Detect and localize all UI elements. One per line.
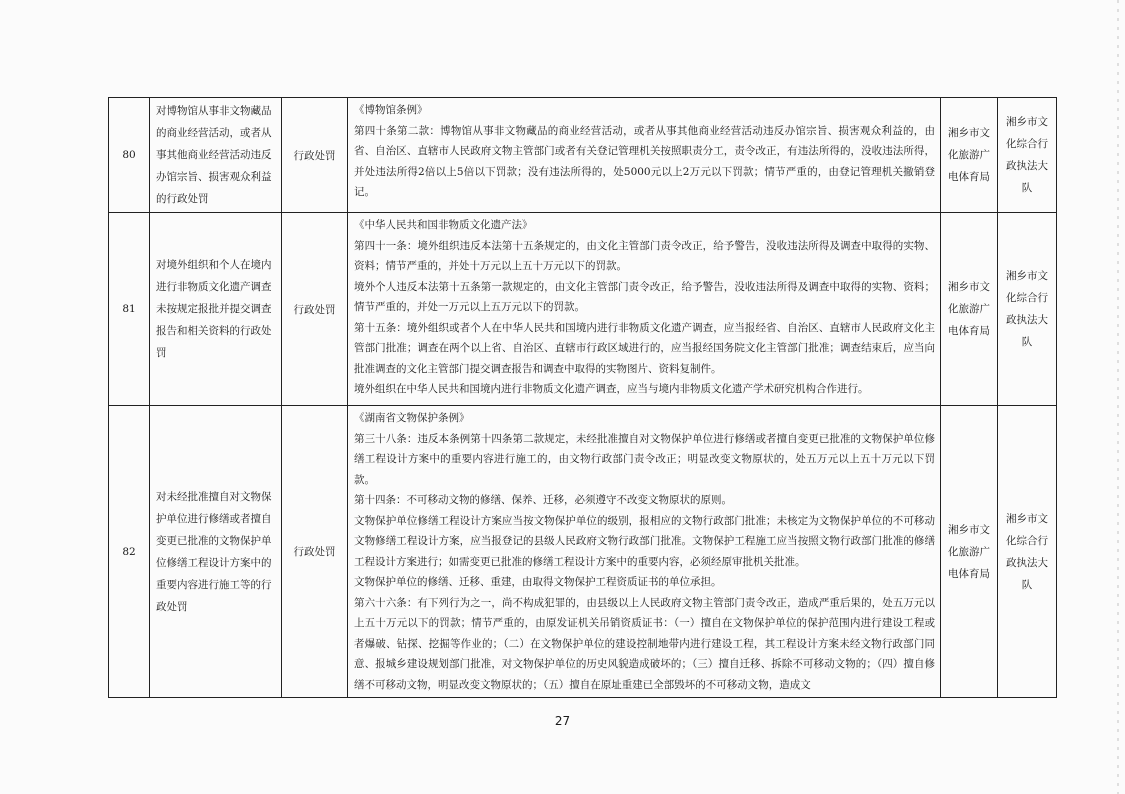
enforcement-unit: 湘乡市文化综合行政执法大队 — [998, 213, 1057, 406]
basis-paragraph: 第十五条：境外组织或者个人在中华人民共和国境内进行非物质文化遗产调查，应当报经省、自治区、直辖市人民政府文化主管部门批准；调查在两个以上省、自治区、直辖市行政区域进行的，应当报经国务院文化主管部门批准；调查结束后，应当向批准调查的文化主管部门提交调查报告和调查中取得的实物图片、资料复制件。 — [354, 321, 935, 375]
basis-paragraph: 《博物馆条例》 — [354, 104, 428, 116]
basis-paragraph: 文物保护单位的修缮、迁移、重建，由取得文物保护工程资质证书的单位承担。 — [354, 576, 722, 588]
responsible-department: 湘乡市文化旅游广电体育局 — [941, 213, 998, 406]
item-name: 对境外组织和个人在境内进行非物质文化遗产调查未按规定报批并提交调查报告和相关资料的行政处罚 — [150, 213, 282, 406]
table-row — [109, 98, 1057, 213]
basis-paragraph: 第四十一条：境外组织违反本法第十五条规定的，由文化主管部门责令改正，给予警告，没收违法所得及调查中取得的实物、资料；情节严重的，并处十万元以上五十万元以下的罚款。 — [354, 239, 935, 272]
item-name: 对博物馆从事非文物藏品的商业经营活动，或者从事其他商业经营活动违反办馆宗旨、损害观众利益的行政处罚 — [150, 98, 282, 213]
legal-basis — [348, 406, 941, 698]
item-type: 行政处罚 — [282, 98, 348, 213]
item-name: 对未经批准擅自对文物保护单位进行修缮或者擅自变更已批准的文物保护单位修缮工程设计方案中的重要内容进行施工等的行政处罚 — [150, 406, 282, 698]
basis-paragraph: 《中华人民共和国非物质文化遗产法》 — [354, 219, 533, 231]
basis-paragraph: 第十四条：不可移动文物的修缮、保养、迁移，必须遵守不改变文物原状的原则。 — [354, 494, 732, 506]
basis-paragraph: 境外组织在中华人民共和国境内进行非物质文化遗产调查，应当与境内非物质文化遗产学术研究机构合作进行。 — [354, 383, 869, 395]
enforcement-unit: 湘乡市文化综合行政执法大队 — [998, 98, 1057, 213]
legal-basis — [348, 98, 941, 213]
item-type: 行政处罚 — [282, 406, 348, 698]
responsible-department: 湘乡市文化旅游广电体育局 — [941, 406, 998, 698]
basis-paragraph: 文物保护单位修缮工程设计方案应当按文物保护单位的级别，报相应的文物行政部门批准；未核定为文物保护单位的不可移动文物修缮工程设计方案，应当报登记的县级人民政府文物行政部门批准。文物保护工程施工应当按照文物行政部门批准的修缮工程设计方案进行；如需变更已批准的修缮工程设计方案中的重要内容，必须经原审批机关批准。 — [354, 514, 935, 568]
basis-paragraph: 境外个人违反本法第十五条第一款规定的，由文化主管部门责令改正，给予警告，没收违法所得及调查中取得的实物、资料；情节严重的，并处一万元以上五万元以下的罚款。 — [354, 280, 935, 313]
scan-edge-artifact — [1117, 0, 1119, 794]
legal-basis — [348, 213, 941, 406]
enforcement-unit: 湘乡市文化综合行政执法大队 — [998, 406, 1057, 698]
basis-paragraph: 第三十八条：违反本条例第十四条第二款规定，未经批准擅自对文物保护单位进行修缮或者擅自变更已批准的文物保护单位修缮工程设计方案中的重要内容进行施工的，由文物行政部门责令改正；明显改变文物原状的，处五万元以上五十万元以下罚款。 — [354, 432, 935, 486]
row-number: 80 — [109, 98, 150, 213]
basis-paragraph: 《湖南省文物保护条例》 — [354, 412, 470, 424]
penalty-table — [108, 97, 1057, 698]
row-number: 81 — [109, 213, 150, 406]
table-row — [109, 213, 1057, 406]
row-number: 82 — [109, 406, 150, 698]
table-row — [109, 406, 1057, 698]
responsible-department: 湘乡市文化旅游广电体育局 — [941, 98, 998, 213]
page-number: 27 — [554, 714, 571, 728]
basis-paragraph: 第四十条第二款：博物馆从事非文物藏品的商业经营活动，或者从事其他商业经营活动违反办馆宗旨、损害观众利益的，由省、自治区、直辖市人民政府文物主管部门或者有关登记管理机关按照职责分工，责令改正，有违法所得的，没收违法所得，并处违法所得2倍以上5倍以下罚款；没有违法所得的，处5000元以上2万元以下罚款；情节严重的，由登记管理机关撤销登记。 — [354, 124, 935, 198]
basis-paragraph: 第六十六条：有下列行为之一，尚不构成犯罪的，由县级以上人民政府文物主管部门责令改正，造成严重后果的，处五万元以上五十万元以下的罚款；情节严重的，由原发证机关吊销资质证书：（一）擅自在文物保护单位的保护范围内进行建设工程或者爆破、钻探、挖掘等作业的；（二）在文物保护单位的建设控制地带内进行建设工程，其工程设计方案未经文物行政部门同意、报城乡建设规划部门批准，对文物保护单位的历史风貌造成破坏的；（三）擅自迁移、拆除不可移动文物的；（四）擅自修缮不可移动文物，明显改变文物原状的；（五）擅自在原址重建已全部毁坏的不可移动文物，造成文 — [354, 596, 935, 691]
item-type: 行政处罚 — [282, 213, 348, 406]
